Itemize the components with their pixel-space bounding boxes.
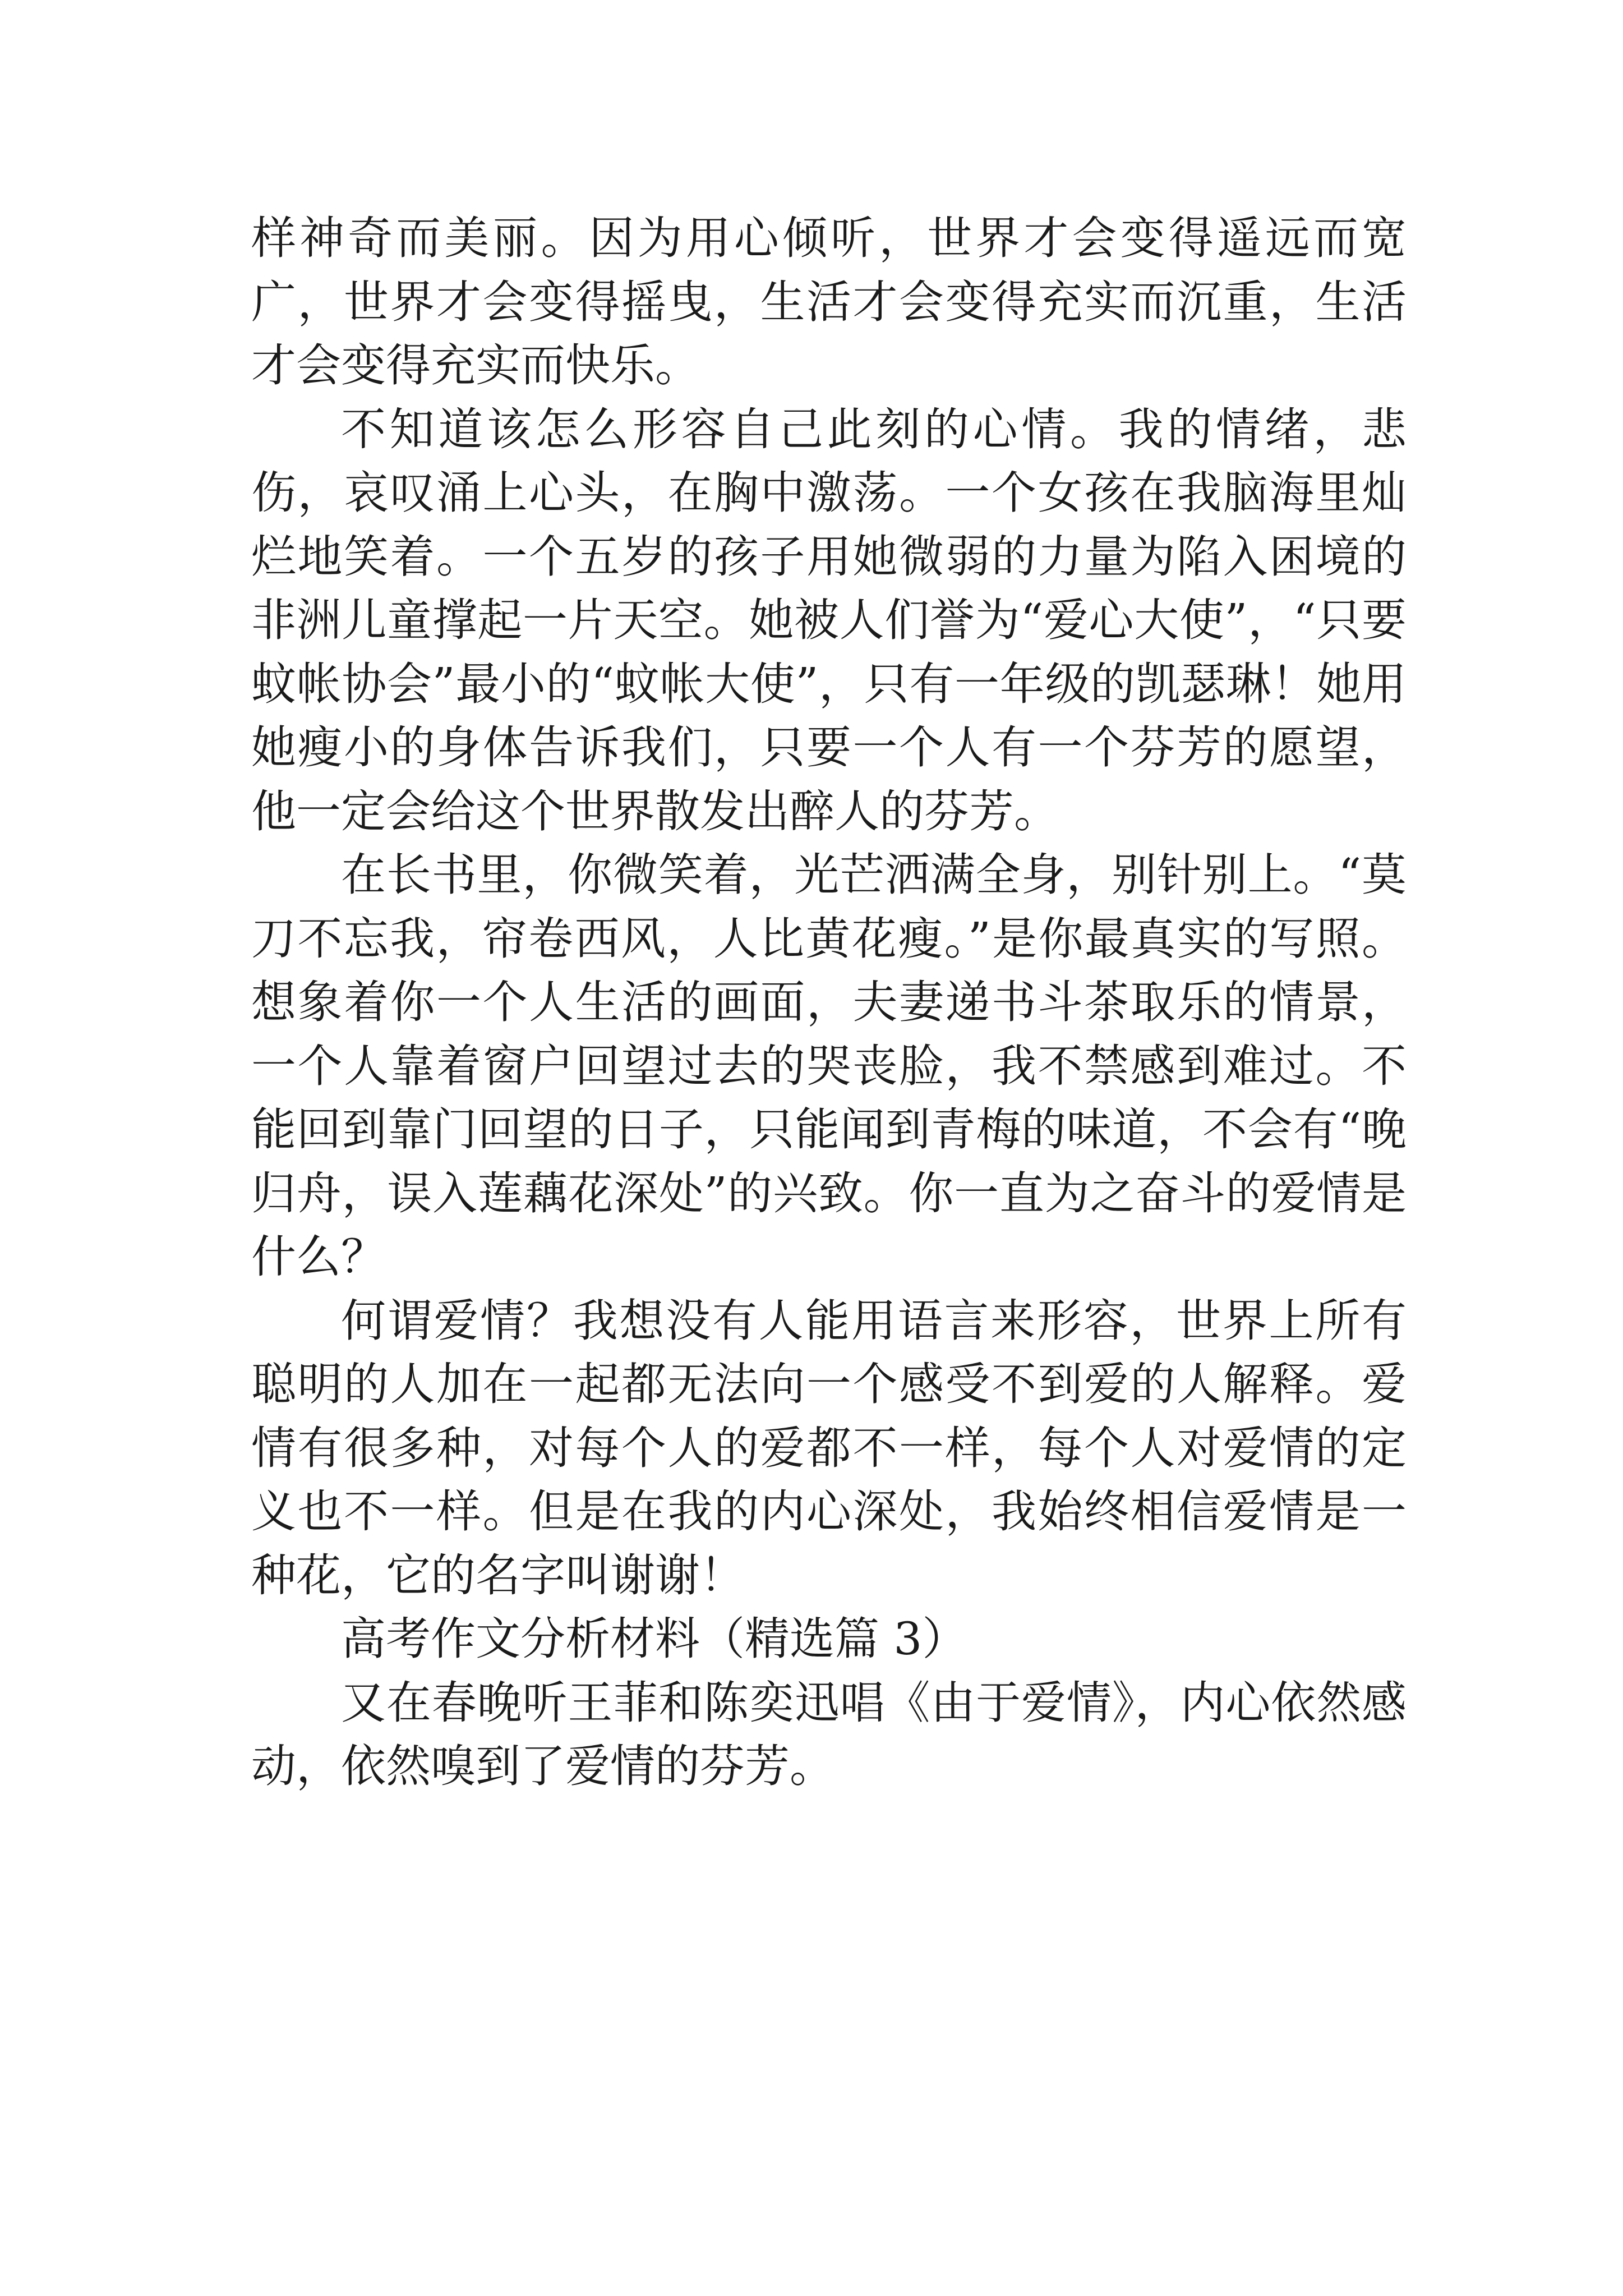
paragraph-poet: 在长书里，你微笑着，光芒洒满全身，别针别上。“莫刀不忘我，帘卷西风，人比黄花瘦。”是你最真实的写照。想象着你一个人生活的画面，夫妻递书斗茶取乐的情景，一个人靠着窗户回望过去的哭丧脸，我不禁感到难过。不能回到靠门回望的日子，只能闻到青梅的味道，不会有“晚归舟，误入莲藕花深处”的兴致。你一直为之奋斗的爱情是什么？	[251, 849, 1407, 1283]
paragraph-continuation: 样神奇而美丽。因为用心倾听，世界才会变得遥远而宽广，世界才会变得摇曳，生活才会变得充实而沉重，生活才会变得充实而快乐。	[251, 212, 1407, 392]
section-heading: 高考作文分析材料（精选篇 3）	[341, 1613, 967, 1665]
paragraph-love: 何谓爱情？我想没有人能用语言来形容，世界上所有聪明的人加在一起都无法向一个感受不到爱的人解释。爱情有很多种，对每个人的爱都不一样，每个人对爱情的定义也不一样。但是在我的内心深处，我始终相信爱情是一种花，它的名字叫谢谢！	[251, 1294, 1407, 1602]
paragraph-spring-gala: 又在春晚听王菲和陈奕迅唱《由于爱情》，内心依然感动，依然嗅到了爱情的芬芳。	[251, 1676, 1407, 1792]
paragraph-katherine: 不知道该怎么形容自己此刻的心情。我的情绪，悲伤，哀叹涌上心头，在胸中激荡。一个女孩在我脑海里灿烂地笑着。一个五岁的孩子用她微弱的力量为陷入困境的非洲儿童撑起一片天空。她被人们誉为“爱心大使”，“只要蚊帐协会”最小的“蚊帐大使”，只有一年级的凯瑟琳！她用她瘦小的身体告诉我们，只要一个人有一个芬芳的愿望，他一定会给这个世界散发出醉人的芬芳。	[251, 403, 1407, 838]
document-body	[251, 206, 1407, 1798]
